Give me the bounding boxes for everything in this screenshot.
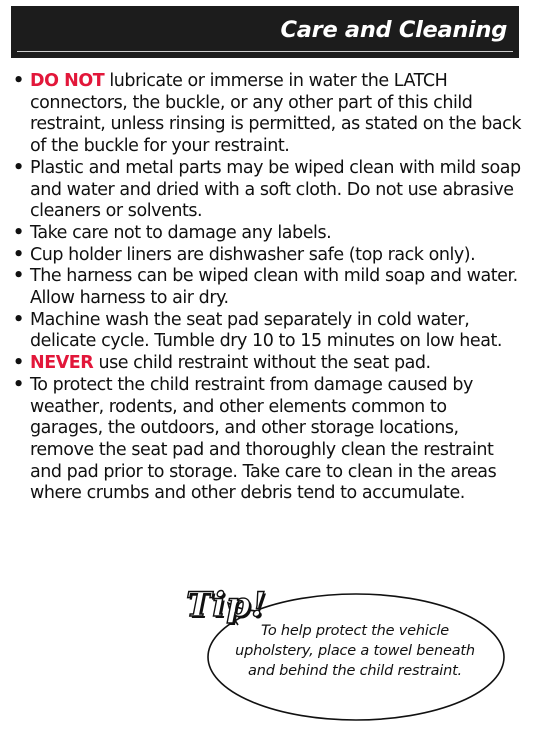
item-text: Take care not to damage any labels. [30, 222, 332, 243]
list-item [11, 158, 523, 223]
bullet-icon: • [13, 309, 24, 330]
item-text: The harness can be wiped clean with mild soap and water. Allow harness to air dry. [30, 266, 518, 309]
list-item [11, 375, 523, 505]
item-text: Plastic and metal parts may be wiped clean with mild soap and water and dried with a soft cloth. Do not use abrasive cleaners or solvents. [30, 157, 521, 222]
list-item [11, 310, 523, 353]
tip-callout [186, 585, 506, 725]
list-item [11, 71, 523, 158]
item-text: use child restraint without the seat pad. [93, 353, 431, 374]
bullet-icon: • [13, 266, 24, 287]
bullet-icon: • [13, 374, 24, 395]
item-text: To protect the child restraint from damage caused by weather, rodents, and other elements common to garages, the outdoors, and other storage locations, remove the seat pad and thoroughly clean the restraint and pad prior to storage. Take care to clean in the areas where crumbs and other debris tend to accumulate. [30, 374, 497, 504]
section-header [11, 6, 519, 58]
item-text: lubricate or immerse in water the LATCH connectors, the buckle, or any other part of this child restraint, unless rinsing is permitted, as stated on the back of the buckle for your restraint. [30, 71, 522, 157]
tip-label: Tip! [186, 585, 267, 625]
care-instructions-list [11, 71, 523, 505]
bullet-icon: • [13, 157, 24, 178]
bullet-icon: • [13, 71, 24, 91]
bullet-icon: • [13, 244, 24, 265]
bullet-icon: • [13, 222, 24, 243]
warning-word: DO NOT [30, 71, 105, 91]
list-item [11, 353, 523, 375]
bullet-icon: • [13, 353, 24, 374]
warning-word: NEVER [30, 353, 94, 374]
list-item [11, 223, 523, 245]
tip-text: To help protect the vehicle upholstery, place a towel beneath and behind the child restraint. [235, 623, 475, 679]
item-text: Cup holder liners are dishwasher safe (top rack only). [30, 244, 476, 265]
list-item [11, 266, 523, 309]
section-title: Care and Cleaning [280, 17, 507, 43]
list-item [11, 245, 523, 267]
item-text: Machine wash the seat pad separately in cold water, delicate cycle. Tumble dry 10 to 15 minutes on low heat. [30, 309, 502, 352]
